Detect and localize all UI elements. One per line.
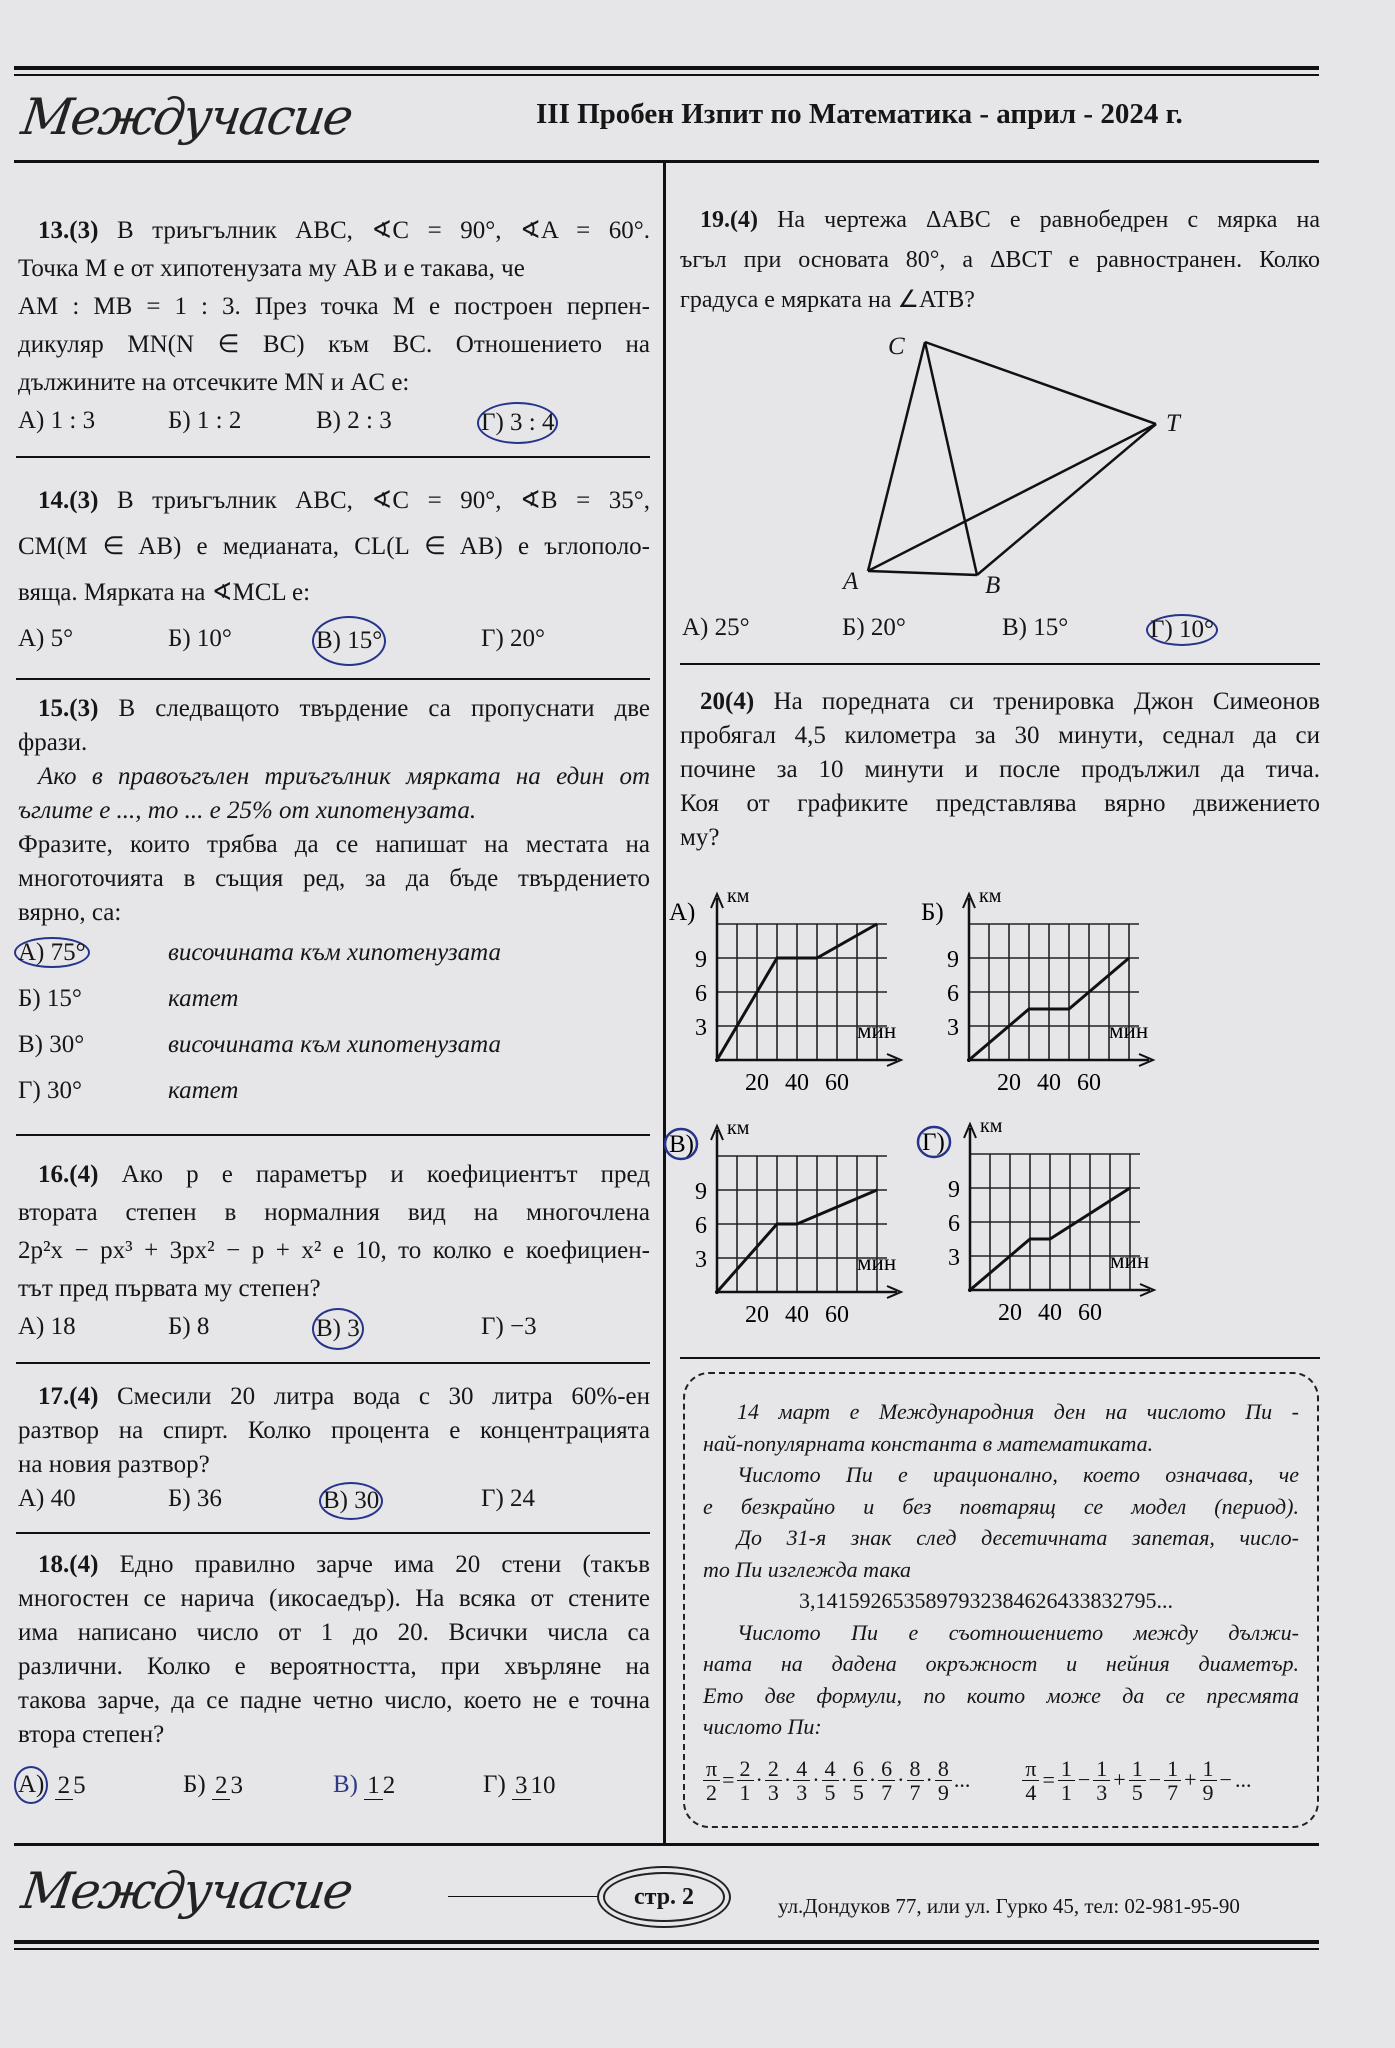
x-tick-label: 40 [1037,1070,1061,1096]
box-text: числото Пи: [703,1714,822,1739]
x-tick-label: 40 [785,1070,809,1096]
answer-g[interactable]: Г) 24 [481,1485,536,1512]
question-16 [18,1156,650,1350]
y-tick-label: 3 [947,1015,959,1041]
bottom-rule [14,1843,1319,1846]
numerator: 1 [364,1773,383,1800]
x-tick-label: 40 [1038,1300,1062,1326]
x-axis-label: мин [857,1018,897,1043]
denominator: 5 [73,1771,86,1799]
footer-logo: Междучасие [17,1862,356,1920]
answer-text: катет [168,1077,239,1104]
answer-v[interactable] [333,1768,483,1802]
fraction: $\frac{8}{9}$ [935,1757,952,1804]
question-text: вярно, са: [18,899,122,926]
answer-v-circled[interactable]: В) 30 [319,1482,383,1520]
y-tick-label: 3 [948,1245,960,1271]
answer-b[interactable]: Б) 20° [842,614,906,641]
question-text: Фразите, които трябва да се напишат на местата на [18,831,650,858]
y-axis-label: км [727,1117,750,1139]
y-tick-label: 6 [695,1213,707,1239]
operator: · [925,1767,933,1793]
question-text: има написано число от 1 до 20. Всички числа са [18,1619,650,1646]
segment-ab [868,571,977,575]
x-tick-label: 20 [745,1070,769,1096]
question-text: пробягал 4,5 километра за 30 минути, седнал да си [680,722,1320,749]
graph-option-label: В) [669,1131,694,1158]
answer-b[interactable]: Б) 1 : 2 [168,407,242,434]
question-text: му? [680,824,720,851]
question-text: В триъгълник ABC, ∢C = 90°, ∢B = 35°, [116,487,650,514]
box-text: Ето две формули, по които може да се пресмята [703,1682,1299,1708]
operator: = [1042,1767,1055,1793]
box-text: най-популярната константа в математиката. [703,1430,1154,1456]
fraction: $\frac{2}{1}$ [737,1757,754,1804]
box-text: 14 март е Международния ден на числото Пи - [737,1399,1299,1424]
segment-tb [977,424,1156,575]
answer-g-circled[interactable]: Г) 3 : 4 [477,402,558,444]
question-number: 19.(4) [700,207,758,233]
y-axis-label: км [727,885,750,907]
answer-v[interactable]: В) 15° [1002,614,1069,641]
question-text: дължините на отсечките MN и AC е: [18,369,410,396]
answer-options [18,1308,650,1350]
vertex-a: A [843,568,859,595]
fraction: $\frac{8}{7}$ [907,1757,924,1804]
operator: + [1184,1767,1197,1793]
graph-3[interactable] [657,1112,917,1332]
operator: · [897,1767,905,1793]
operator: · [868,1767,877,1793]
operator: · [840,1767,848,1793]
answer-label: Г) 30° [18,1077,83,1104]
box-text: ната на дадена окръжност и нейния диаметър. [703,1651,1299,1676]
triangle-figure [840,320,1180,610]
answer-g[interactable] [483,1768,556,1802]
question-text: В триъгълник ABC, ∢C = 90°, ∢A = 60°. [116,217,650,244]
y-tick-label: 9 [695,947,707,973]
x-tick-label: 60 [1078,1300,1102,1326]
operator: − [1148,1767,1162,1793]
fraction: $\frac{2}{3}$ [765,1757,782,1804]
y-tick-label: 3 [695,1015,707,1041]
pi-formulas [703,1757,1299,1804]
question-14 [18,478,650,666]
question-text: на новия разтвор? [18,1451,210,1478]
question-number: 20(4) [700,688,755,715]
fraction: $\frac{6}{7}$ [878,1757,895,1804]
graph-4[interactable] [910,1110,1170,1330]
y-tick-label: 9 [695,1179,707,1205]
y-axis-label: км [979,885,1002,907]
answer-label: В) [333,1771,358,1798]
graph-option-label: Г) [922,1129,945,1156]
separator [680,1357,1320,1359]
footer-address: ул.Дондуков 77, или ул. Гурко 45, тел: 02-981-95-90 [778,1894,1240,1918]
leibniz-formula [1022,1757,1251,1804]
question-text: Точка M е от хипотенузата му AB и е такава, че [18,255,525,282]
question-text: Смесили 20 литра вода с 30 литра 60%-ен [117,1383,650,1410]
question-text: многостен се нарича (икосаедър). На всяка от стените [18,1585,650,1612]
question-text: На чертежа ΔABC е равнобедрен с мярка на [777,207,1320,233]
graph-2[interactable] [909,880,1169,1100]
operator: = [722,1767,735,1793]
graph-option-label: А) [669,899,696,926]
answer-a[interactable]: А) 25° [682,614,750,641]
segment-ac [868,342,925,571]
answer-a[interactable]: А) 18 [18,1313,76,1340]
y-tick-label: 9 [947,947,959,973]
box-text: До 31-я знак след десетичната запетая, число- [737,1525,1299,1550]
question-number: 18.(4) [38,1551,99,1578]
answer-label-circled: А) 75° [14,937,90,968]
operator: − [1219,1767,1232,1793]
footer-line [448,1896,598,1897]
answer-g-circled[interactable]: Г) 10° [1146,614,1218,646]
box-text: Числото Пи е ирационално, което означава, че [737,1462,1299,1487]
answer-v-circled[interactable]: В) 3 [312,1308,364,1350]
separator [16,678,650,680]
question-text: почине за 10 минути и после продължил да тича. [680,756,1320,783]
answer-b[interactable]: Б) 36 [168,1485,222,1512]
fraction: $\frac{1}{3}$ [1093,1757,1110,1804]
separator [16,1362,650,1364]
question-text: вяща. Мярката на ∢MCL е: [18,579,311,606]
question-text: втора степен? [18,1721,165,1748]
y-tick-label: 6 [947,981,959,1007]
segment-cb [925,342,977,575]
answer-text: височината към хипотенузата [168,1031,502,1058]
operator: ... [1234,1767,1252,1793]
pi-digits: 3,1415926535897932384626433832795... [799,1588,1173,1613]
top-rule-thin [14,74,1319,76]
answer-v[interactable] [18,1022,650,1068]
answer-v-circled[interactable]: В) 15° [312,616,386,666]
question-text: 2p²x − px³ + 3px² − p + x² е 10, то колко е коефициен- [18,1237,650,1264]
answer-g[interactable] [18,1068,650,1114]
question-text: Едно правилно зарче има 20 стени (такъв [119,1551,650,1578]
question-text: многоточията в същия ред, за да бъде твърдението [18,865,650,892]
x-tick-label: 60 [825,1070,849,1096]
fraction: $\frac{4}{5}$ [822,1757,839,1804]
question-text: втората степен в нормалния вид на многочлена [18,1199,650,1226]
logo: Междучасие [17,88,356,146]
header-rule [14,160,1319,163]
vertex-c: C [888,333,905,360]
x-axis-label: мин [1110,1248,1150,1273]
answer-g[interactable]: Г) −3 [481,1313,537,1340]
separator [16,1532,650,1534]
question-text: дикуляр MN(N ∈ BC) към BC. Отношението на [18,331,650,358]
fraction: $\frac{1}{5}$ [1129,1757,1146,1804]
footer-rule [14,1940,1319,1944]
x-tick-label: 20 [745,1302,769,1328]
answer-options [682,614,1218,646]
operator: · [755,1767,763,1793]
answer-a[interactable]: А) 40 [18,1485,76,1512]
question-text: AM : MB = 1 : 3. През точка M е построен перпен- [18,293,650,320]
denominator: 3 [230,1771,243,1799]
segment-ct [925,342,1156,424]
question-text: В следващото твърдение са пропуснати две [118,695,651,722]
answer-options [18,616,650,666]
y-tick-label: 9 [948,1177,960,1203]
answer-label: Б) 15° [18,985,82,1012]
graph-1[interactable] [657,880,917,1100]
question-18 [18,1548,650,1804]
operator: · [812,1767,820,1793]
answer-a[interactable] [18,930,650,976]
answer-label: Б) [183,1771,206,1798]
page-title: III Пробен Изпит по Математика - април - 2024 г. [536,98,1183,130]
box-text: е безкрайно и без повтарящ се модел (период). [703,1493,1299,1519]
question-text: Коя от графиките представлява вярно движението [680,790,1320,817]
fraction: $\frac{1}{1}$ [1058,1757,1075,1804]
x-tick-label: 60 [825,1302,849,1328]
pi-info-box [683,1372,1319,1828]
question-19 [680,200,1320,320]
answer-a[interactable] [18,1766,183,1804]
x-axis-label: мин [1109,1018,1149,1043]
answer-v[interactable]: В) 2 : 3 [316,407,392,434]
numerator: 2 [55,1773,74,1800]
top-rule [14,66,1319,70]
question-text: тът пред първата му степен? [18,1275,321,1302]
question-number: 14.(3) [38,487,99,514]
answer-b[interactable]: Б) 10° [168,625,232,652]
question-number: 16.(4) [38,1161,99,1188]
question-number: 17.(4) [38,1383,99,1410]
operator: + [1113,1767,1126,1793]
segment-at [868,424,1156,571]
fraction: $\frac{\pi}{2}$ [703,1757,720,1804]
question-number: 15.(3) [38,695,99,722]
x-tick-label: 40 [785,1302,809,1328]
fraction: $\frac{1}{7}$ [1164,1757,1181,1804]
question-text: градуса е мярката на ∠ATB? [680,287,975,313]
question-text: фрази. [18,729,88,756]
operator: ... [953,1767,971,1793]
vertex-t: T [1166,410,1180,437]
answer-label: Г) [483,1771,506,1798]
question-text: разтвор на спирт. Колко процента е концентрацията [18,1417,650,1444]
question-13 [18,212,650,444]
wallis-formula [703,1757,970,1804]
fraction: $\frac{4}{3}$ [793,1757,810,1804]
y-tick-label: 6 [695,981,707,1007]
answer-options [18,1766,650,1804]
separator [680,663,1320,665]
numerator: 2 [212,1773,231,1800]
graph-option-label: Б) [921,899,944,926]
answer-a[interactable]: А) 5° [18,625,74,652]
operator: · [783,1767,792,1793]
fraction: $\frac{1}{9}$ [1200,1757,1217,1804]
question-text: ъгъл при основата 80°, а ΔBCT е равностранен. Колко [680,247,1320,273]
vertex-b: B [985,572,1001,599]
question-text: такова зарче, да се падне четно число, което не е точна [18,1687,650,1714]
x-tick-label: 20 [997,1070,1021,1096]
y-tick-label: 6 [948,1211,960,1237]
question-text: различни. Колко е вероятността, при хвърляне на [18,1653,650,1680]
answer-b[interactable] [18,976,650,1022]
statement-text: Ако в правоъгълен триъгълник мярката на един от [38,763,650,790]
question-number: 13.(3) [38,217,99,244]
question-text: CM(M ∈ AB) е медианата, CL(L ∈ AB) е ъглополо- [18,533,650,560]
separator [16,1134,650,1136]
answer-text: височината към хипотенузата [168,939,502,966]
answer-options [18,1482,650,1520]
denominator: 10 [530,1771,556,1799]
answer-b[interactable]: Б) 8 [168,1313,210,1340]
answer-label: В) 30° [18,1031,85,1058]
x-axis-label: мин [857,1250,897,1275]
answer-g[interactable]: Г) 20° [481,625,546,652]
question-text: Ако p е параметър и коефициентът пред [121,1161,650,1188]
statement-text: ъглите е ..., то ... е 25% от хипотенузата. [18,797,477,824]
separator [16,456,650,458]
question-20 [680,685,1320,855]
denominator: 2 [382,1771,396,1799]
fraction: $\frac{6}{5}$ [850,1757,867,1804]
box-text: то Пи изглежда така [703,1556,912,1582]
box-text: Числото Пи е съотношението между дължи- [737,1619,1299,1645]
fraction: $\frac{\pi}{4}$ [1022,1757,1039,1804]
answer-b[interactable] [183,1768,333,1802]
x-tick-label: 20 [998,1300,1022,1326]
y-tick-label: 3 [695,1247,707,1273]
answer-a[interactable]: А) 1 : 3 [18,407,96,434]
question-17 [18,1380,650,1520]
operator: − [1077,1767,1091,1793]
page-number: стр. 2 [603,1872,725,1922]
answer-label-circled: А) [14,1766,48,1804]
question-text: На поредната си тренировка Джон Симеонов [773,688,1321,715]
question-15 [18,692,650,1114]
answer-options [18,402,650,444]
numerator: 3 [512,1773,531,1800]
x-tick-label: 60 [1077,1070,1101,1096]
footer-rule-thin [14,1948,1319,1950]
y-axis-label: км [980,1115,1003,1137]
answer-text: катет [168,985,239,1012]
